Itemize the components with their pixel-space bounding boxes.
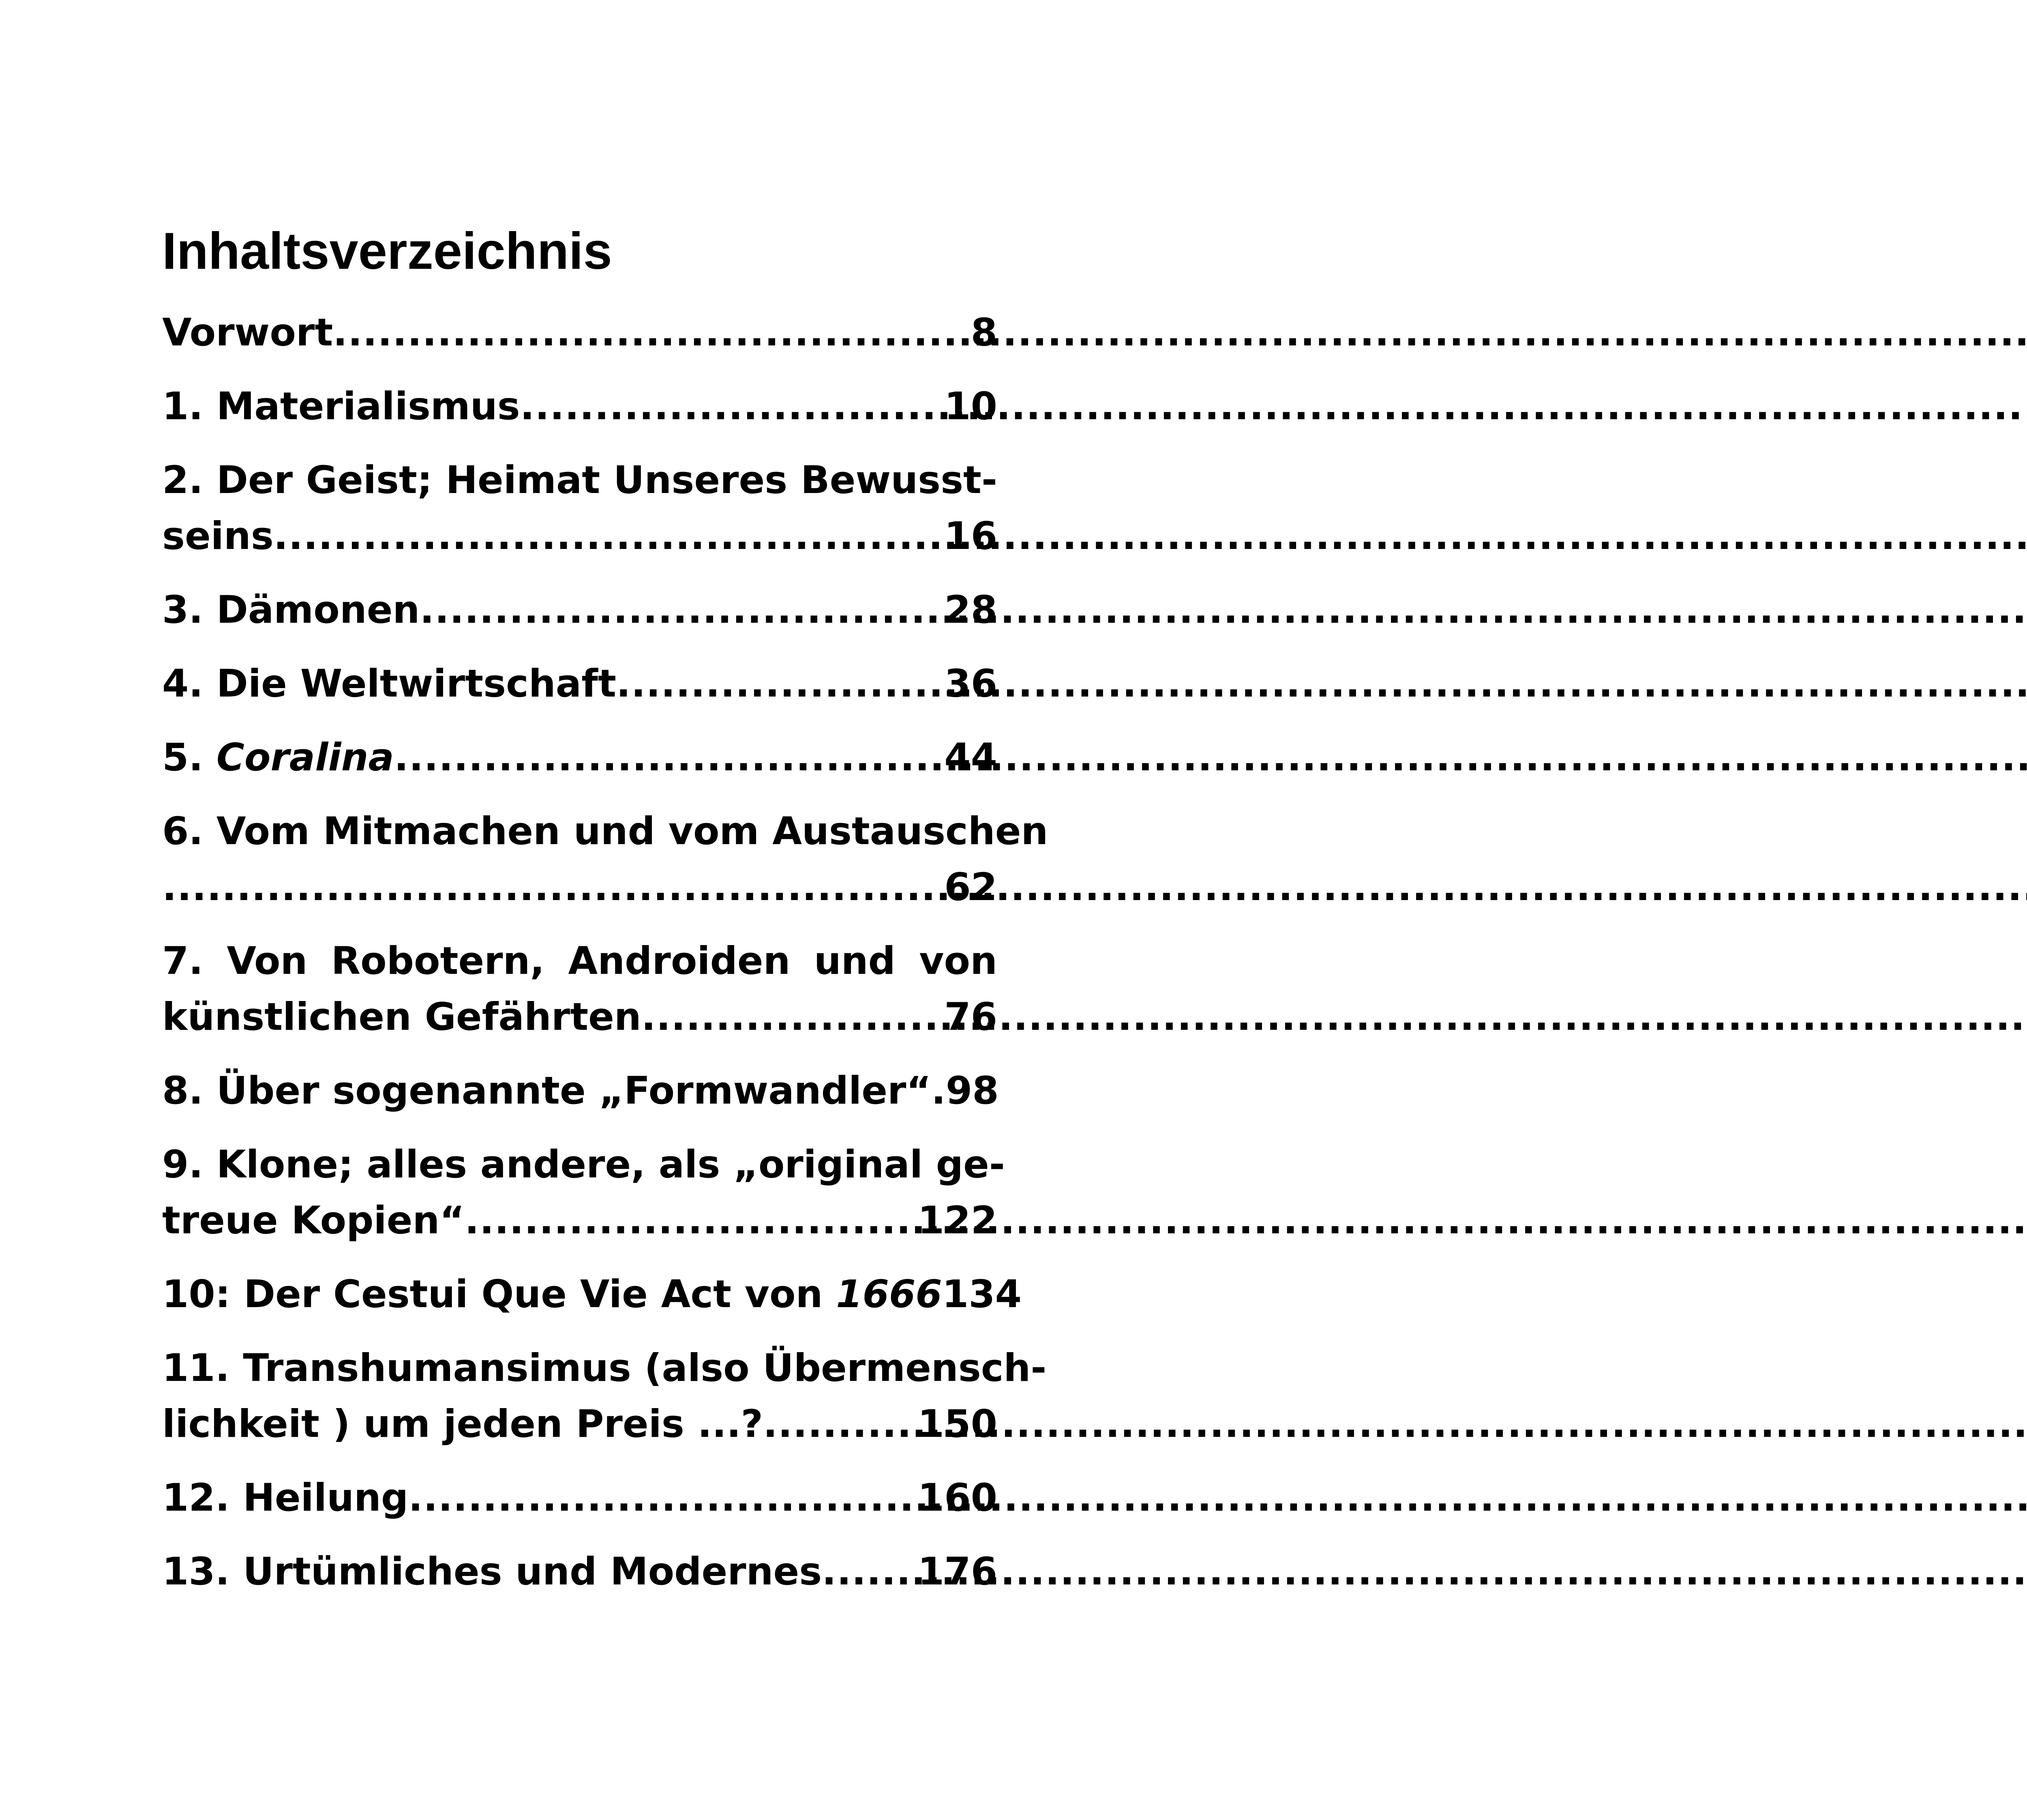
toc-page-number: 134	[942, 1272, 1022, 1316]
toc-line	[162, 305, 997, 361]
toc-entry-title-line1: 2. Der Geist; Heimat Unseres Bewusst-	[162, 458, 997, 502]
toc-entry-title: 1. Materialismus	[162, 384, 520, 429]
toc-line	[162, 860, 997, 915]
toc-line	[162, 452, 997, 508]
toc-entry-title-line1: 11. Transhumansimus (also Übermensch-	[162, 1346, 1047, 1390]
toc-line	[162, 1544, 997, 1600]
toc-page-number: 160	[917, 1476, 997, 1520]
dot-leader	[394, 730, 944, 786]
toc-line	[162, 582, 997, 638]
toc-entry-11	[162, 1340, 1047, 1452]
toc-entry-title-line2: treue Kopien“	[162, 1198, 465, 1243]
toc-line	[162, 730, 997, 786]
toc-page-number: 16	[944, 514, 997, 558]
toc-line	[162, 933, 997, 989]
toc-entry-1	[162, 379, 997, 435]
toc-line	[162, 1470, 997, 1526]
toc-line	[162, 989, 997, 1045]
toc-entry-5	[162, 730, 997, 786]
toc-entry-8	[162, 1063, 997, 1119]
toc-page-number: 28	[944, 588, 997, 632]
toc-page-number: 76	[944, 995, 997, 1039]
toc-entry-title-line2: künstlichen Gefährten	[162, 995, 641, 1039]
toc-entry-title-line1: 9. Klone; alles andere, als „original ge-	[162, 1143, 1005, 1187]
toc-entry-title-line1: 6. Vom Mitmachen und vom Austauschen	[162, 809, 1048, 853]
toc-entry-12	[162, 1470, 997, 1526]
toc-entry-title: 3. Dämonen	[162, 588, 420, 632]
toc-entry-title	[162, 730, 394, 786]
toc-entry-title-italic: 1666	[836, 1272, 942, 1316]
toc-entry-title: 13. Urtümliches und Modernes	[162, 1550, 822, 1594]
dot-leader	[420, 582, 944, 638]
toc-entry-title-main: 10: Der Cestui Que Vie Act von	[162, 1272, 836, 1316]
toc-page-number: 62	[944, 865, 997, 909]
toc-page-number: 98	[945, 1069, 999, 1113]
toc-page-number: 8	[971, 311, 997, 355]
toc-entry-title: 8. Über sogenannte „Formwandler“.	[162, 1069, 946, 1113]
toc-entry-title	[162, 1267, 942, 1323]
toc-line	[162, 1193, 997, 1249]
toc-entry-vorwort	[162, 305, 997, 361]
toc-entry-prefix: 5.	[162, 735, 216, 780]
toc-entry-2	[162, 452, 997, 564]
toc-line	[162, 1267, 1022, 1323]
toc-entry-4	[162, 656, 997, 712]
toc-line	[162, 1137, 1005, 1193]
toc-entry-9	[162, 1137, 1005, 1249]
dot-leader	[465, 1193, 918, 1249]
dot-leader	[333, 305, 971, 361]
toc-entry-13	[162, 1544, 997, 1600]
toc-entry-title: 4. Die Weltwirtschaft	[162, 662, 617, 706]
toc-entry-10	[162, 1267, 1022, 1323]
toc-page-number: 10	[944, 384, 997, 429]
toc-line	[162, 1396, 997, 1452]
toc-entry-title-line2: seins	[162, 514, 274, 558]
toc-entry-title: 12. Heilung	[162, 1476, 409, 1520]
dot-leader	[822, 1544, 918, 1600]
dot-leader	[520, 379, 944, 435]
toc-line	[162, 804, 1048, 860]
toc-page-number: 36	[944, 662, 997, 706]
dot-leader	[408, 1470, 918, 1526]
toc-entry-3	[162, 582, 997, 638]
toc-page-number: 44	[944, 735, 997, 780]
dot-leader	[763, 1396, 918, 1452]
toc-entry-title-line1: 7. Von Robotern, Androiden und von	[162, 939, 997, 983]
toc-line	[162, 379, 997, 435]
dot-leader	[641, 989, 944, 1045]
toc-entry-title-line2: lichkeit ) um jeden Preis ...?	[162, 1402, 763, 1446]
toc-entry-title-italic: Coralina	[216, 735, 394, 780]
toc-line	[162, 656, 997, 712]
toc-page-number: 122	[917, 1198, 997, 1243]
dot-leader	[162, 860, 944, 915]
toc-entry-title: Vorwort	[162, 311, 333, 355]
toc-line	[162, 1340, 1047, 1396]
dot-leader	[616, 656, 944, 712]
toc-line	[162, 508, 997, 564]
toc-entry-6	[162, 804, 1048, 915]
page-title: Inhaltsverzeichnis	[162, 222, 612, 280]
toc-line	[162, 1063, 997, 1119]
toc-page-number: 150	[917, 1402, 997, 1446]
toc-page-number: 176	[917, 1550, 997, 1594]
dot-leader	[274, 508, 944, 564]
toc-entry-7	[162, 933, 997, 1045]
